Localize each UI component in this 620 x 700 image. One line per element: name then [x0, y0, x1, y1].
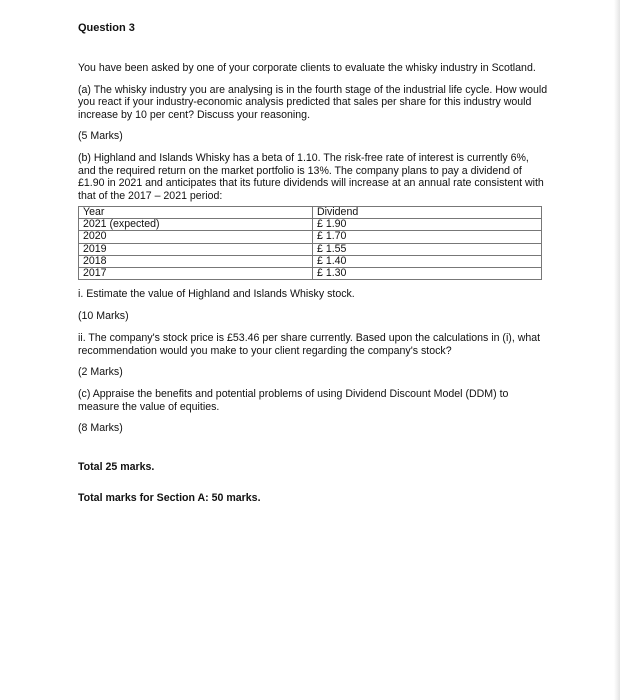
dividend-table — [78, 206, 542, 280]
total-marks: Total 25 marks. — [78, 460, 155, 473]
part-b-i-text: i. Estimate the value of Highland and Islands Whisky stock. — [78, 288, 355, 301]
row-year: 2019 — [79, 243, 313, 255]
part-a-text: (a) The whisky industry you are analysing is in the fourth stage of the industrial life cycle. How would you react if your industry-economic analysis predicted that sales per share for this industry would increase by 10 per cent? Discuss your reasoning. — [78, 83, 548, 121]
table-row — [79, 268, 542, 280]
row-year: 2017 — [79, 268, 313, 280]
intro-paragraph: You have been asked by one of your corporate clients to evaluate the whisky industry in Scotland. — [78, 62, 536, 75]
header-year: Year — [79, 207, 313, 219]
part-b-text: (b) Highland and Islands Whisky has a beta of 1.10. The risk-free rate of interest is currently 6%, and the required return on the market portfolio is 13%. The company plans to pay a dividend of £1.90 in 2021 and anticipates that its future dividends will increase at an annual rate consistent with that of the 2017 – 2021 period: — [78, 152, 544, 202]
table-row — [79, 219, 542, 231]
table-row — [79, 243, 542, 255]
table-header-row — [79, 207, 542, 219]
part-b-ii-marks: (2 Marks) — [78, 365, 123, 378]
table-row — [79, 231, 542, 243]
part-c-text: (c) Appraise the benefits and potential problems of using Dividend Discount Model (DDM) to measure the value of equities. — [78, 388, 509, 413]
part-c-marks: (8 Marks) — [78, 422, 123, 435]
header-dividend: Dividend — [313, 207, 542, 219]
question-title: Question 3 — [78, 22, 135, 34]
row-dividend: £ 1.40 — [313, 255, 542, 267]
total-section-marks: Total marks for Section A: 50 marks. — [78, 491, 261, 504]
row-dividend: £ 1.90 — [313, 219, 542, 231]
spacer — [78, 445, 548, 461]
table-row — [79, 255, 542, 267]
spacer — [78, 482, 548, 492]
question-content — [78, 22, 548, 513]
part-a-marks: (5 Marks) — [78, 130, 123, 143]
row-dividend: £ 1.70 — [313, 231, 542, 243]
row-dividend: £ 1.30 — [313, 268, 542, 280]
row-year: 2021 (expected) — [79, 219, 313, 231]
row-dividend: £ 1.55 — [313, 243, 542, 255]
row-year: 2018 — [79, 255, 313, 267]
row-year: 2020 — [79, 231, 313, 243]
page-edge-shadow — [614, 0, 620, 700]
part-b-ii-text: ii. The company's stock price is £53.46 per share currently. Based upon the calculations in (i), what recommendation would you make to your client regarding the company's stock? — [78, 332, 541, 357]
part-b-i-marks: (10 Marks) — [78, 309, 129, 322]
